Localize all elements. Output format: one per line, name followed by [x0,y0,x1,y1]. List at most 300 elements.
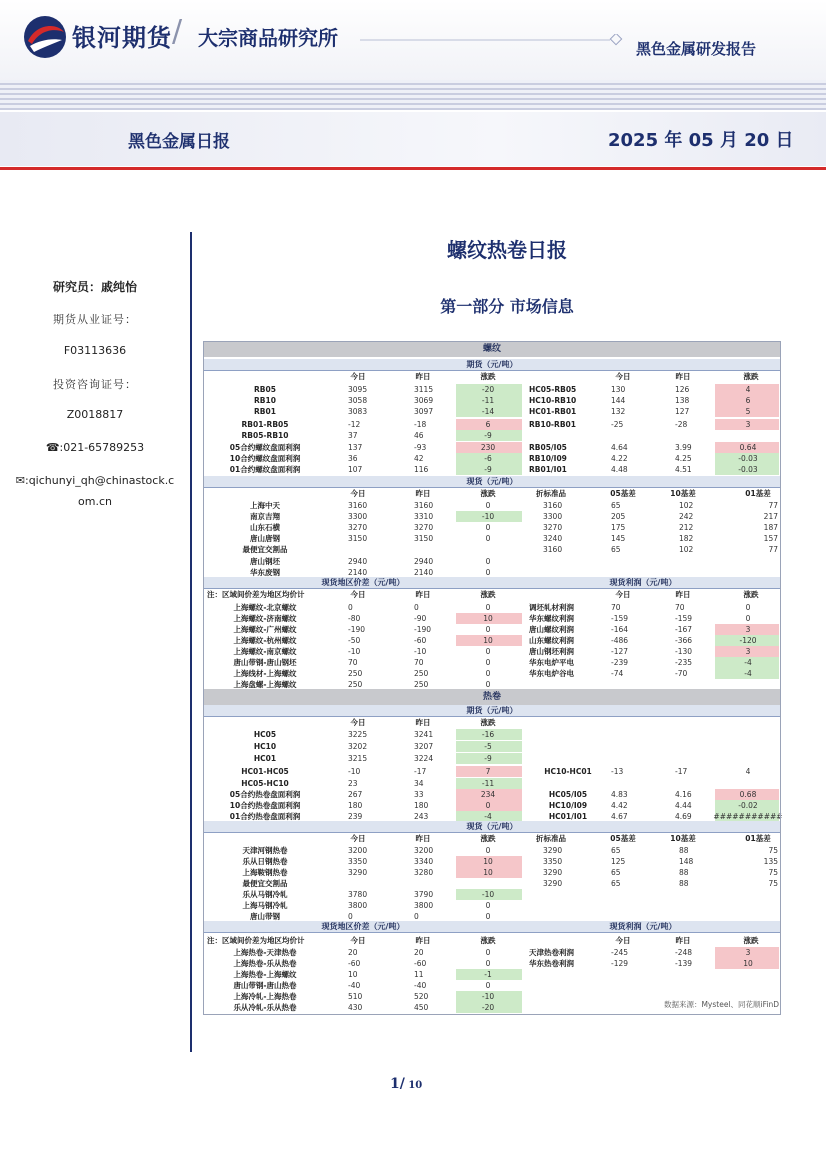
spot-converted: 3300 [543,512,563,521]
value-yesterday: 0 [414,912,419,921]
row-label-right: RB10/I09 [529,454,567,463]
column-header: 昨日 [675,590,691,599]
value-change-right: ########### [713,812,783,821]
value-change-right: -120 [739,636,757,645]
value-yesterday: -190 [414,625,432,634]
column-header: 涨跌 [480,372,496,381]
value-change: -9 [484,431,492,440]
basis-01: 187 [763,523,778,532]
value-change: -10 [481,992,495,1001]
value-yesterday: -93 [414,443,427,452]
daily-title: 黑色金属日报 [128,132,230,152]
basis-05: 125 [611,857,626,866]
row-label: 上海螺纹-广州螺纹 [233,625,297,634]
column-header: 今日 [615,936,631,945]
row-label-right: RB10-RB01 [529,420,576,429]
basis-01: 75 [768,879,778,888]
value-change: 0 [485,647,491,656]
value-yesterday: 20 [414,948,424,957]
column-header: 05基差 [610,489,636,498]
value-today: 3800 [348,901,368,910]
value-today: 20 [348,948,358,957]
value-today: 107 [348,465,363,474]
value-change: -16 [481,730,495,739]
basis-10: 148 [679,857,694,866]
value-today-right: 130 [611,385,626,394]
consult-cert-label: 投资咨询证号： [53,378,137,391]
row-label: 上海螺纹-北京螺纹 [233,603,297,612]
value-change: 234 [480,790,496,799]
page-title: 螺纹热卷日报 [447,238,567,262]
subheader-spot: 现货（元/吨） [203,821,781,833]
row-label: 华东废钢 [250,568,280,577]
value-change-right: -0.02 [738,801,758,810]
value-yesterday: -60 [414,959,427,968]
value-yesterday: 3790 [414,890,434,899]
value-today: 3300 [348,512,368,521]
value-change-right: 0 [745,614,751,623]
value-yesterday-right: -28 [675,420,688,429]
basis-10: 242 [679,512,694,521]
column-header: 01基差 [745,834,771,843]
basis-05: 175 [611,523,626,532]
value-today-right: 132 [611,407,626,416]
region-note: 注：区域间价差为地区均价计 [207,590,305,599]
value-yesterday: 3200 [414,846,434,855]
column-header: 昨日 [415,590,431,599]
value-today: 23 [348,779,358,788]
phone: ☎:021-65789253 [45,441,145,454]
section-rebar: 螺纹 [203,341,781,357]
spot-converted: 3240 [543,534,563,543]
region-spread-header: 现货地区价差（元/吨） [321,578,405,587]
value-yesterday-right: 138 [675,396,690,405]
value-today: 3225 [348,730,368,739]
value-today-right: -13 [611,767,624,776]
value-yesterday: -40 [414,981,427,990]
column-header: 昨日 [415,834,431,843]
spot-converted: 3160 [543,501,563,510]
basis-01: 135 [763,857,778,866]
row-label-right: HC01/I01 [548,812,588,821]
value-yesterday-right: -248 [675,948,693,957]
value-change: 10 [483,868,493,877]
column-header: 昨日 [415,489,431,498]
value-today: 0 [348,912,353,921]
value-today: 70 [348,658,358,667]
value-yesterday: 250 [414,680,429,689]
subheader-futures: 期货（元/吨） [203,705,781,717]
value-change: -9 [484,465,492,474]
value-yesterday: -18 [414,420,427,429]
value-yesterday: 3160 [414,501,434,510]
value-change: -14 [481,407,495,416]
row-label: 10合约热卷盘面利润 [229,801,301,810]
spot-converted: 3290 [543,879,563,888]
row-label: 01合约热卷盘面利润 [229,812,301,821]
value-yesterday-right: 4.25 [675,454,692,463]
subheader-spot: 现货（元/吨） [203,476,781,488]
column-header: 今日 [350,834,366,843]
value-change: -11 [481,779,495,788]
row-label: RB10 [254,396,276,405]
row-label-right: 华东热卷利润 [529,959,574,968]
value-change-right: 3 [745,948,751,957]
value-today-right: 144 [611,396,626,405]
value-yesterday-right: 127 [675,407,690,416]
column-header: 今日 [350,372,366,381]
row-label: HC05 [253,730,277,739]
value-today: 3058 [348,396,368,405]
email-line-1: ✉:qichunyi_qh@chinastock.c [15,474,175,487]
value-today: 250 [348,680,363,689]
basis-01: 75 [768,868,778,877]
value-yesterday: 33 [414,790,424,799]
row-label-right: HC01-RB01 [529,407,577,416]
value-today-right: -25 [611,420,624,429]
value-yesterday: 3340 [414,857,434,866]
row-label: 天津河钢热卷 [242,846,288,855]
row-label: RB05-RB10 [241,431,289,440]
column-header: 今日 [350,936,366,945]
row-label-right: HC05-RB05 [529,385,577,394]
value-change: 6 [485,420,491,429]
value-change: 0 [485,557,491,566]
value-change-right: -4 [744,658,752,667]
basis-10: 102 [679,545,694,554]
basis-05: 65 [611,501,621,510]
value-yesterday: 42 [414,454,424,463]
value-yesterday: 3097 [414,407,434,416]
value-today: -50 [348,636,361,645]
value-change-right: 0.68 [739,790,757,799]
row-label: HC01 [253,754,277,763]
value-yesterday: 3150 [414,534,434,543]
value-yesterday-right: -167 [675,625,693,634]
value-today: 3083 [348,407,368,416]
value-today: 37 [348,431,358,440]
value-yesterday-right: -17 [675,767,688,776]
value-yesterday: 3310 [414,512,434,521]
value-change: 0 [485,523,491,532]
row-label: 上海盘螺-上海螺纹 [233,680,297,689]
value-today: -10 [348,767,361,776]
region-note: 注：区域间价差为地区均价计 [207,936,305,945]
row-label: 唐山带钢-唐山钢坯 [233,658,297,667]
row-label: HC01-HC05 [241,767,289,776]
value-yesterday: 243 [414,812,429,821]
basis-05: 65 [611,879,621,888]
value-yesterday: 34 [414,779,424,788]
value-today: 180 [348,801,363,810]
basis-10: 182 [679,534,694,543]
column-header: 10基差 [670,489,696,498]
value-change: 0 [485,912,491,921]
row-label: HC05-HC10 [241,779,289,788]
value-yesterday-right: -139 [675,959,693,968]
value-change: 0 [485,801,491,810]
value-yesterday: 0 [414,603,419,612]
row-label: RB01 [254,407,276,416]
value-change: -1 [484,970,492,979]
value-change: -9 [484,754,492,763]
column-header: 涨跌 [743,936,759,945]
value-today-right: 4.48 [611,465,628,474]
value-change: 0 [485,948,491,957]
value-today-right: -245 [611,948,629,957]
row-label: 乐从冷轧-乐从热卷 [233,1003,297,1012]
value-today-right: 4.64 [611,443,628,452]
value-today-right: 4.22 [611,454,628,463]
value-today: 3160 [348,501,368,510]
researcher-name: 研究员：戚纯怡 [52,280,137,294]
basis-01: 75 [768,846,778,855]
value-change-right: 6 [745,396,751,405]
column-header: 今日 [350,489,366,498]
region-spread-header: 现货地区价差（元/吨） [321,922,405,931]
value-today-right: -159 [611,614,629,623]
value-yesterday: 3224 [414,754,434,763]
value-today: 137 [348,443,363,452]
header-red-line [0,167,826,170]
column-header: 涨跌 [480,590,496,599]
value-change: 7 [485,767,491,776]
value-change: 0 [485,625,491,634]
column-header: 今日 [615,372,631,381]
value-today: -190 [348,625,366,634]
galaxy-logo-icon [22,14,68,60]
value-change: 10 [483,636,493,645]
row-label: 唐山带钢-唐山热卷 [233,981,297,990]
value-today: -12 [348,420,361,429]
value-change: -4 [484,812,492,821]
basis-10: 88 [679,846,689,855]
value-change: 0 [485,603,491,612]
row-label-right: 唐山螺纹利润 [529,625,574,634]
value-change: 0 [485,568,491,577]
value-change-right: -0.03 [738,465,758,474]
row-label: 上海热卷-上海螺纹 [233,970,297,979]
value-today-right: 70 [611,603,621,612]
value-today: 250 [348,669,363,678]
row-label-right: 山东螺纹利润 [529,636,574,645]
column-header: 涨跌 [743,590,759,599]
report-date: 2025 年 05 月 20 日 [608,130,794,151]
value-today-right: 4.42 [611,801,628,810]
value-today-right: -239 [611,658,629,667]
row-label: 05合约热卷盘面利润 [229,790,301,799]
value-yesterday: 11 [414,970,424,979]
value-today: 36 [348,454,358,463]
value-today: 239 [348,812,363,821]
value-today-right: 4.83 [611,790,628,799]
market-data-table [203,341,781,1011]
row-label: 上海鞍钢热卷 [242,868,288,877]
value-change-right: 0 [745,603,751,612]
value-today: 3200 [348,846,368,855]
basis-01: 77 [768,545,778,554]
column-header: 05基差 [610,834,636,843]
column-header: 折标准品 [536,834,566,843]
value-yesterday-right: 70 [675,603,685,612]
email-line-2: om.cn [78,495,112,508]
value-yesterday: 3270 [414,523,434,532]
row-label: 上海螺纹-济南螺纹 [233,614,297,623]
value-yesterday: 70 [414,658,424,667]
value-change: 0 [485,669,491,678]
row-label: 最便宜交割品 [242,545,288,554]
basis-10: 102 [679,501,694,510]
value-today: 2940 [348,557,368,566]
section-title: 第一部分 市场信息 [440,297,574,316]
value-yesterday-right: -366 [675,636,693,645]
value-today: 3095 [348,385,368,394]
basis-05: 205 [611,512,626,521]
value-today: 3780 [348,890,368,899]
value-change-right: 10 [743,959,753,968]
value-yesterday-right: 126 [675,385,690,394]
basis-05: 145 [611,534,626,543]
value-change: -6 [484,454,492,463]
value-change: -20 [481,1003,495,1012]
column-header: 涨跌 [480,936,496,945]
spot-converted: 3160 [543,545,563,554]
basis-05: 65 [611,846,621,855]
row-label-right: HC10/I09 [548,801,588,810]
value-change: 0 [485,981,491,990]
section-hot-coil: 热卷 [203,689,781,705]
value-yesterday: 3207 [414,742,434,751]
value-change: 0 [485,901,491,910]
value-change-right: 0.64 [739,443,757,452]
basis-10: 88 [679,868,689,877]
column-header: 涨跌 [743,372,759,381]
value-yesterday: 3115 [414,385,434,394]
row-label: 唐山唐钢 [250,534,280,543]
consult-cert: Z0018817 [66,408,124,421]
row-label: 上海冷轧-上海热卷 [233,992,297,1001]
basis-01: 217 [763,512,778,521]
value-today: -40 [348,981,361,990]
value-change-right: -0.03 [738,454,758,463]
spot-converted: 3290 [543,846,563,855]
value-change-right: 3 [745,625,751,634]
column-header: 昨日 [415,936,431,945]
value-yesterday: 2940 [414,557,434,566]
value-today: 3215 [348,754,368,763]
value-today: 3270 [348,523,368,532]
table-border [203,341,781,1015]
basis-05: 65 [611,868,621,877]
row-label-right: 天津热卷利润 [529,948,574,957]
row-label: 乐从日钢热卷 [242,857,288,866]
value-yesterday-right: -159 [675,614,693,623]
value-yesterday: 3241 [414,730,434,739]
value-today: 10 [348,970,358,979]
value-change: 0 [485,501,491,510]
value-yesterday: 2140 [414,568,434,577]
value-yesterday: 46 [414,431,424,440]
value-change: 10 [483,614,493,623]
value-yesterday: -90 [414,614,427,623]
spot-converted: 3270 [543,523,563,532]
value-today: 430 [348,1003,363,1012]
value-change-right: 4 [745,385,751,394]
row-label-right: RB01/I01 [529,465,567,474]
value-yesterday-right: 4.69 [675,812,692,821]
value-today-right: -486 [611,636,629,645]
header-deco-line [360,34,630,46]
basis-05: 65 [611,545,621,554]
row-label-right: 调坯轧材利润 [529,603,574,612]
value-change-right: 3 [745,420,751,429]
company-name: 银河期货 [72,24,172,52]
column-header: 今日 [350,590,366,599]
value-today: -60 [348,959,361,968]
value-today: 267 [348,790,363,799]
value-today: 2140 [348,568,368,577]
value-yesterday: -60 [414,636,427,645]
value-yesterday-right: -130 [675,647,693,656]
value-yesterday-right: 3.99 [675,443,692,452]
row-label: 南京吉翔 [250,512,280,521]
row-label: RB05 [254,385,276,394]
futures-cert: F03113636 [63,344,127,357]
header-divider: / [172,14,183,49]
column-header: 折标准品 [536,489,566,498]
value-yesterday-right: 4.44 [675,801,692,810]
value-change: 0 [485,534,491,543]
value-yesterday: -10 [414,647,427,656]
column-header: 涨跌 [480,489,496,498]
value-yesterday: 116 [414,465,429,474]
futures-cert-label: 期货从业证号： [53,313,137,326]
column-header: 昨日 [415,372,431,381]
value-change: -5 [484,742,492,751]
column-header: 昨日 [415,718,431,727]
page-number: 1/ 10 [390,1076,423,1092]
value-yesterday-right: 4.51 [675,465,692,474]
value-yesterday: 3280 [414,868,434,877]
column-header: 今日 [615,590,631,599]
row-label: 最便宜交割品 [242,879,288,888]
row-label: 上海中天 [250,501,280,510]
value-today: -80 [348,614,361,623]
column-header: 昨日 [675,936,691,945]
row-label: 上海马钢冷轧 [242,901,288,910]
value-yesterday: 3069 [414,396,434,405]
column-header: 01基差 [745,489,771,498]
value-yesterday: 3800 [414,901,434,910]
column-header: 涨跌 [480,834,496,843]
value-change-right: 4 [745,767,751,776]
institute-name: 大宗商品研究所 [198,26,338,50]
row-label: 乐从马钢冷轧 [242,890,288,899]
profit-header: 现货利润（元/吨） [609,922,677,931]
value-change-right: 3 [745,647,751,656]
row-label-right: HC05/I05 [548,790,588,799]
value-today: 0 [348,603,353,612]
basis-10: 88 [679,879,689,888]
value-yesterday: 250 [414,669,429,678]
row-label: 01合约螺纹盘面利润 [229,465,301,474]
value-change: 230 [480,443,496,452]
row-label: 山东石横 [250,523,280,532]
sidebar-divider [190,232,192,1052]
value-yesterday: 520 [414,992,429,1001]
value-change: -20 [481,385,495,394]
value-today-right: -129 [611,959,629,968]
